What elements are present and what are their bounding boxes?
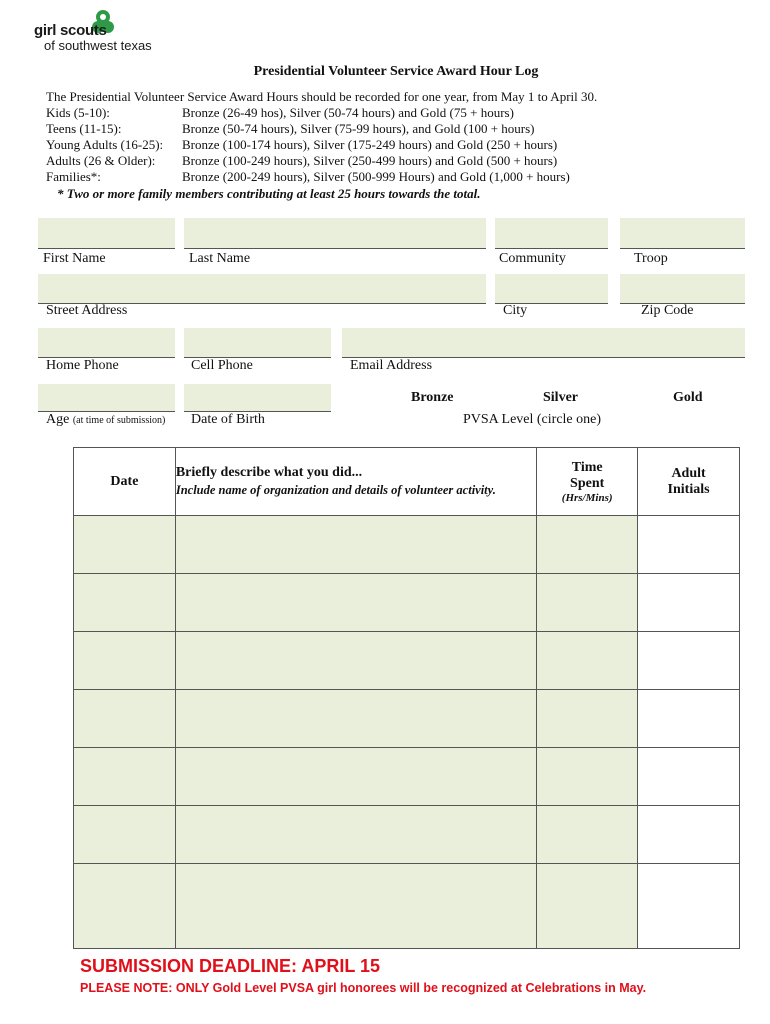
cell-phone-label: Cell Phone bbox=[191, 358, 253, 373]
description-cell[interactable] bbox=[175, 806, 536, 864]
dob-field[interactable] bbox=[184, 384, 331, 412]
description-cell[interactable] bbox=[175, 516, 536, 574]
adult-initials-cell[interactable] bbox=[638, 748, 740, 806]
adult-initials-cell[interactable] bbox=[638, 516, 740, 574]
time-spent-cell[interactable] bbox=[537, 806, 638, 864]
logo-subtitle: of southwest texas bbox=[44, 38, 152, 53]
table-row bbox=[74, 574, 740, 632]
family-note: * Two or more family members contributing at least 25 hours towards the total. bbox=[57, 186, 481, 201]
adult-initials-cell[interactable] bbox=[638, 574, 740, 632]
col-desc-line2: Include name of organization and details of volunteer activity. bbox=[175, 483, 496, 497]
col-initials-header bbox=[638, 448, 740, 516]
community-field[interactable] bbox=[495, 218, 608, 249]
description-cell[interactable] bbox=[175, 632, 536, 690]
group-label: Families*: bbox=[46, 169, 101, 184]
date-cell[interactable] bbox=[74, 516, 176, 574]
description-cell[interactable] bbox=[175, 574, 536, 632]
page-title: Presidential Volunteer Service Award Hour Log bbox=[253, 64, 539, 79]
volunteer-log-table bbox=[73, 447, 740, 949]
time-spent-cell[interactable] bbox=[537, 632, 638, 690]
table-row bbox=[74, 748, 740, 806]
submission-deadline: SUBMISSION DEADLINE: APRIL 15 bbox=[80, 956, 381, 976]
col-time-line1: Time bbox=[571, 459, 603, 475]
home-phone-label: Home Phone bbox=[46, 358, 119, 373]
adult-initials-cell[interactable] bbox=[638, 690, 740, 748]
first-name-label: First Name bbox=[43, 251, 106, 266]
cell-phone-field[interactable] bbox=[184, 328, 331, 358]
group-hours: Bronze (100-249 hours), Silver (250-499 hours) and Gold (500 + hours) bbox=[182, 153, 558, 168]
pvsa-level-label: PVSA Level (circle one) bbox=[463, 412, 602, 427]
adult-initials-cell[interactable] bbox=[638, 806, 740, 864]
date-cell[interactable] bbox=[74, 748, 176, 806]
group-hours: Bronze (100-174 hours), Silver (175-249 hours) and Gold (250 + hours) bbox=[182, 137, 558, 152]
zip-code-label: Zip Code bbox=[641, 303, 694, 318]
description-cell[interactable] bbox=[175, 690, 536, 748]
pvsa-gold-option[interactable]: Gold bbox=[673, 390, 703, 405]
group-hours: Bronze (26-49 hos), Silver (50-74 hours) and Gold (75 + hours) bbox=[182, 105, 514, 120]
description-cell[interactable] bbox=[175, 864, 536, 949]
col-init-line1: Adult bbox=[671, 465, 706, 481]
group-hours: Bronze (50-74 hours), Silver (75-99 hours), and Gold (100 + hours) bbox=[182, 121, 535, 136]
group-hours: Bronze (200-249 hours), Silver (500-999 Hours) and Gold (1,000 + hours) bbox=[182, 169, 570, 184]
city-field[interactable] bbox=[495, 274, 608, 304]
adult-initials-cell[interactable] bbox=[638, 632, 740, 690]
age-label bbox=[46, 412, 165, 428]
last-name-label: Last Name bbox=[189, 251, 251, 266]
group-label: Young Adults (16-25): bbox=[46, 137, 164, 152]
col-time-line2: Spent bbox=[570, 475, 605, 491]
group-label: Adults (26 & Older): bbox=[46, 153, 156, 168]
date-cell[interactable] bbox=[74, 574, 176, 632]
troop-label: Troop bbox=[634, 251, 668, 266]
last-name-field[interactable] bbox=[184, 218, 486, 249]
time-spent-cell[interactable] bbox=[537, 516, 638, 574]
col-time-header bbox=[537, 448, 638, 516]
pvsa-bronze-option[interactable]: Bronze bbox=[411, 390, 454, 405]
time-spent-cell[interactable] bbox=[537, 574, 638, 632]
intro-text: The Presidential Volunteer Service Award Hours should be recorded for one year, from May 1 to April 30. bbox=[46, 89, 598, 104]
col-init-line2: Initials bbox=[667, 481, 710, 497]
description-cell[interactable] bbox=[175, 748, 536, 806]
home-phone-field[interactable] bbox=[38, 328, 175, 358]
age-label-text: Age bbox=[46, 412, 70, 427]
first-name-field[interactable] bbox=[38, 218, 175, 249]
col-date-header bbox=[74, 448, 176, 516]
table-row bbox=[74, 516, 740, 574]
adult-initials-cell[interactable] bbox=[638, 864, 740, 949]
time-spent-cell[interactable] bbox=[537, 690, 638, 748]
table-row bbox=[74, 632, 740, 690]
logo-name: girl scouts bbox=[34, 22, 107, 39]
col-desc-line1: Briefly describe what you did... bbox=[175, 465, 363, 480]
group-label: Kids (5-10): bbox=[46, 105, 110, 120]
table-row bbox=[74, 690, 740, 748]
col-description-header bbox=[175, 448, 536, 516]
time-spent-cell[interactable] bbox=[537, 748, 638, 806]
table-row bbox=[74, 806, 740, 864]
date-cell[interactable] bbox=[74, 806, 176, 864]
community-label: Community bbox=[499, 251, 566, 266]
group-label: Teens (11-15): bbox=[46, 121, 122, 136]
please-note: PLEASE NOTE: ONLY Gold Level PVSA girl honorees will be recognized at Celebrations in May. bbox=[80, 981, 647, 995]
time-spent-cell[interactable] bbox=[537, 864, 638, 949]
pvsa-silver-option[interactable]: Silver bbox=[543, 390, 578, 405]
city-label: City bbox=[503, 303, 528, 318]
table-row bbox=[74, 864, 740, 949]
age-field[interactable] bbox=[38, 384, 175, 412]
zip-code-field[interactable] bbox=[620, 274, 745, 304]
email-label: Email Address bbox=[350, 358, 433, 373]
street-address-label: Street Address bbox=[46, 303, 128, 318]
dob-label: Date of Birth bbox=[191, 412, 265, 427]
troop-field[interactable] bbox=[620, 218, 745, 249]
date-cell[interactable] bbox=[74, 690, 176, 748]
date-cell[interactable] bbox=[74, 864, 176, 949]
col-date-label: Date bbox=[110, 473, 139, 489]
street-address-field[interactable] bbox=[38, 274, 486, 304]
log-header-row bbox=[74, 448, 740, 516]
email-field[interactable] bbox=[342, 328, 745, 358]
col-time-line3: (Hrs/Mins) bbox=[561, 491, 613, 504]
date-cell[interactable] bbox=[74, 632, 176, 690]
age-label-note: (at time of submission) bbox=[72, 415, 166, 426]
